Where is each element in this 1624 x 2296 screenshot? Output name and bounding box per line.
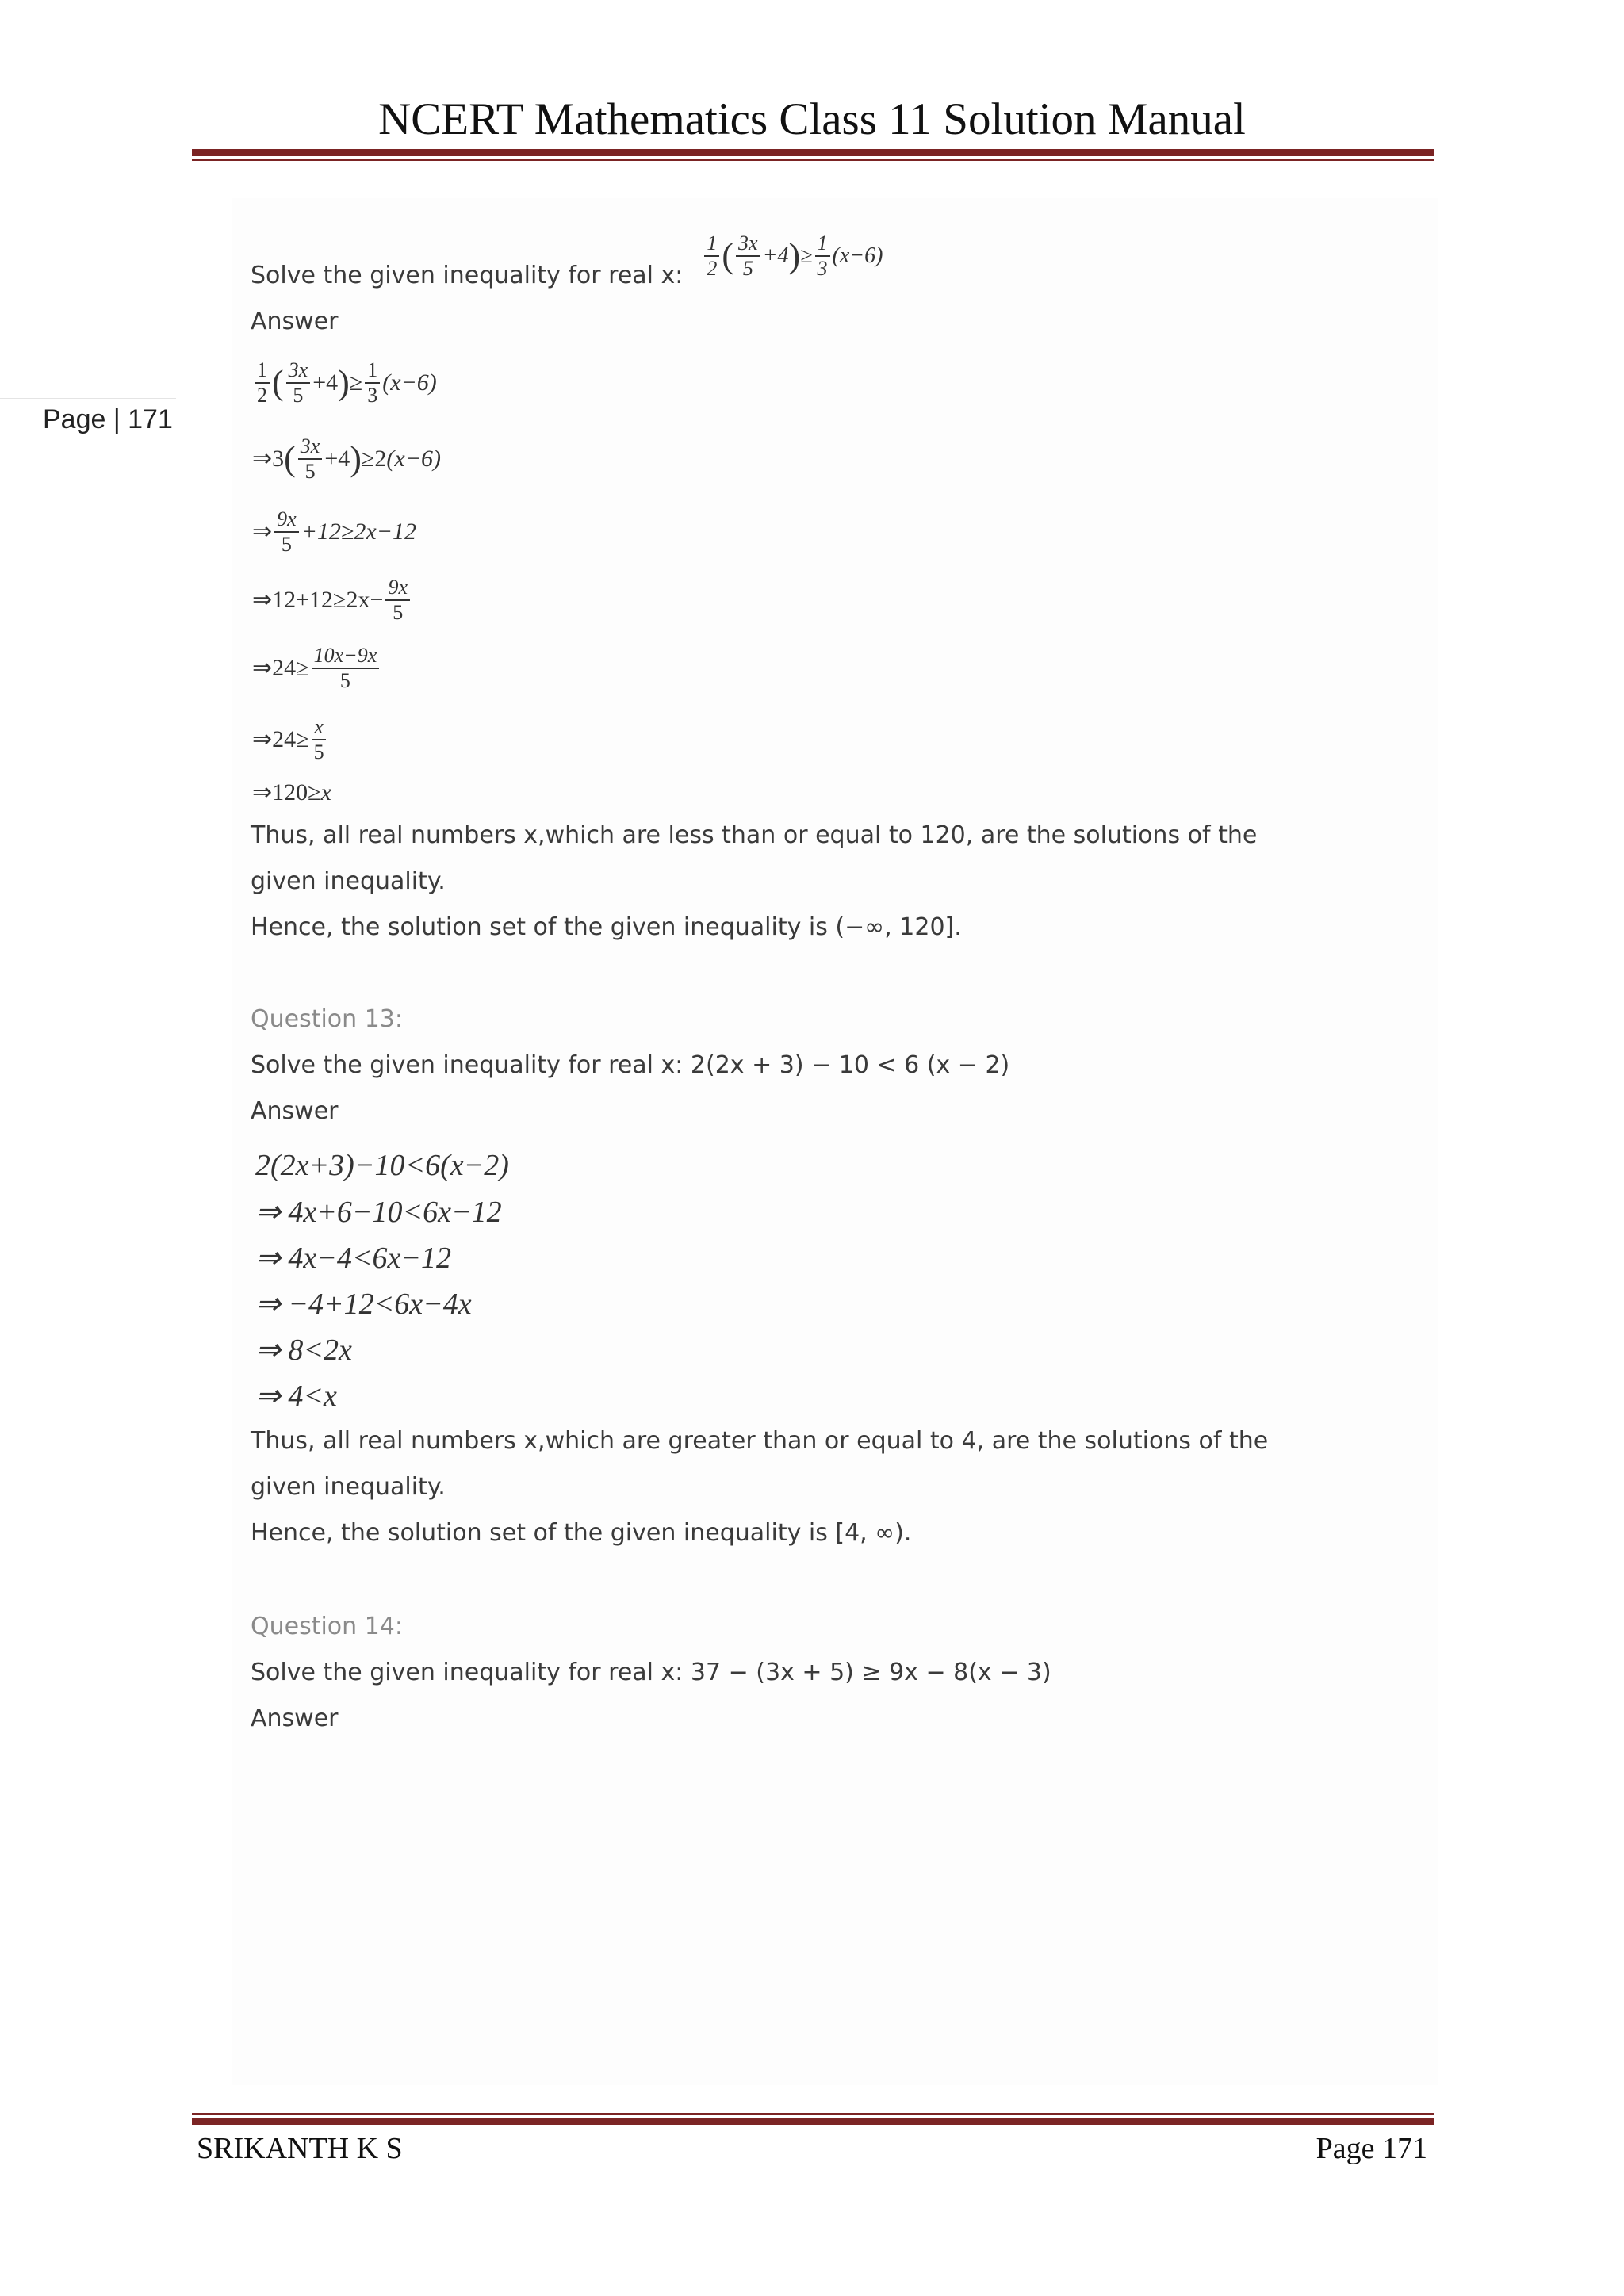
q13-conclusion-3: Hence, the solution set of the given inequality is [4, ∞). xyxy=(251,1519,912,1547)
header-title: NCERT Mathematics Class 11 Solution Manual xyxy=(378,94,1246,144)
q13-step-4: ⇒ −4+12<6x−4x xyxy=(255,1288,472,1321)
q13-prompt: Solve the given inequality for real x: 2(2x + 3) − 10 < 6 (x − 2) xyxy=(251,1051,1010,1079)
q13-answer-label: Answer xyxy=(251,1097,339,1125)
footer-rule xyxy=(192,2113,1434,2125)
q13-heading: Question 13: xyxy=(251,1005,403,1033)
q13-conclusion-1: Thus, all real numbers x,which are greater than or equal to 4, are the solutions of the xyxy=(251,1427,1269,1455)
q12-conclusion-3: Hence, the solution set of the given inequality is (−∞, 120]. xyxy=(251,913,962,941)
q12-step-7: ⇒120≥ x xyxy=(252,779,331,806)
q12-conclusion-1: Thus, all real numbers x,which are less than or equal to 120, are the solutions of the xyxy=(251,821,1258,849)
footer-page-number: Page 171 xyxy=(1316,2132,1427,2165)
q12-step-4: ⇒12+12≥2x− $\frac{9x}{5}$ xyxy=(252,576,412,625)
q12-step-5: ⇒24≥ $\frac{10x-9x}{5}$ xyxy=(252,644,381,693)
q12-conclusion-2: given inequality. xyxy=(251,867,446,895)
q12-prompt: Solve the given inequality for real x: xyxy=(251,262,684,289)
q12-answer-label: Answer xyxy=(251,308,339,335)
q13-conclusion-2: given inequality. xyxy=(251,1473,446,1501)
q14-heading: Question 14: xyxy=(251,1613,403,1640)
header-rule xyxy=(192,149,1434,161)
margin-divider xyxy=(0,398,176,399)
q12-step-6: ⇒24≥ $\frac{x}{5}$ xyxy=(252,715,329,764)
q13-step-1: 2(2x+3)−10<6(x−2) xyxy=(255,1149,509,1182)
q12-step-3: ⇒ $\frac{9x}{5}$ +12≥2x−12 xyxy=(252,507,416,556)
q14-answer-label: Answer xyxy=(251,1705,339,1732)
q12-prompt-line xyxy=(251,231,883,289)
q12-prompt-math: $\frac{1}{2}$ ( $\frac{3x}{5}$ +4 ) ≥ $\frac{1}{3}$ (x−6) xyxy=(702,232,883,281)
footer-author: SRIKANTH K S xyxy=(197,2132,403,2165)
q13-step-2: ⇒ 4x+6−10<6x−12 xyxy=(255,1196,502,1229)
q14-prompt: Solve the given inequality for real x: 37 − (3x + 5) ≥ 9x − 8(x − 3) xyxy=(251,1659,1051,1686)
q13-step-6: ⇒ 4<x xyxy=(255,1380,337,1413)
margin-page-label: Page | 171 xyxy=(43,404,173,434)
q12-step-2: ⇒3 ( $\frac{3x}{5}$ +4 ) ≥2 (x−6) xyxy=(252,434,441,483)
q12-step-1: $\frac{1}{2}$ ( $\frac{3x}{5}$ +4 ) ≥ $\frac{1}{3}$ (x−6) xyxy=(252,358,437,408)
q13-step-3: ⇒ 4x−4<6x−12 xyxy=(255,1242,451,1275)
q13-step-5: ⇒ 8<2x xyxy=(255,1334,352,1367)
